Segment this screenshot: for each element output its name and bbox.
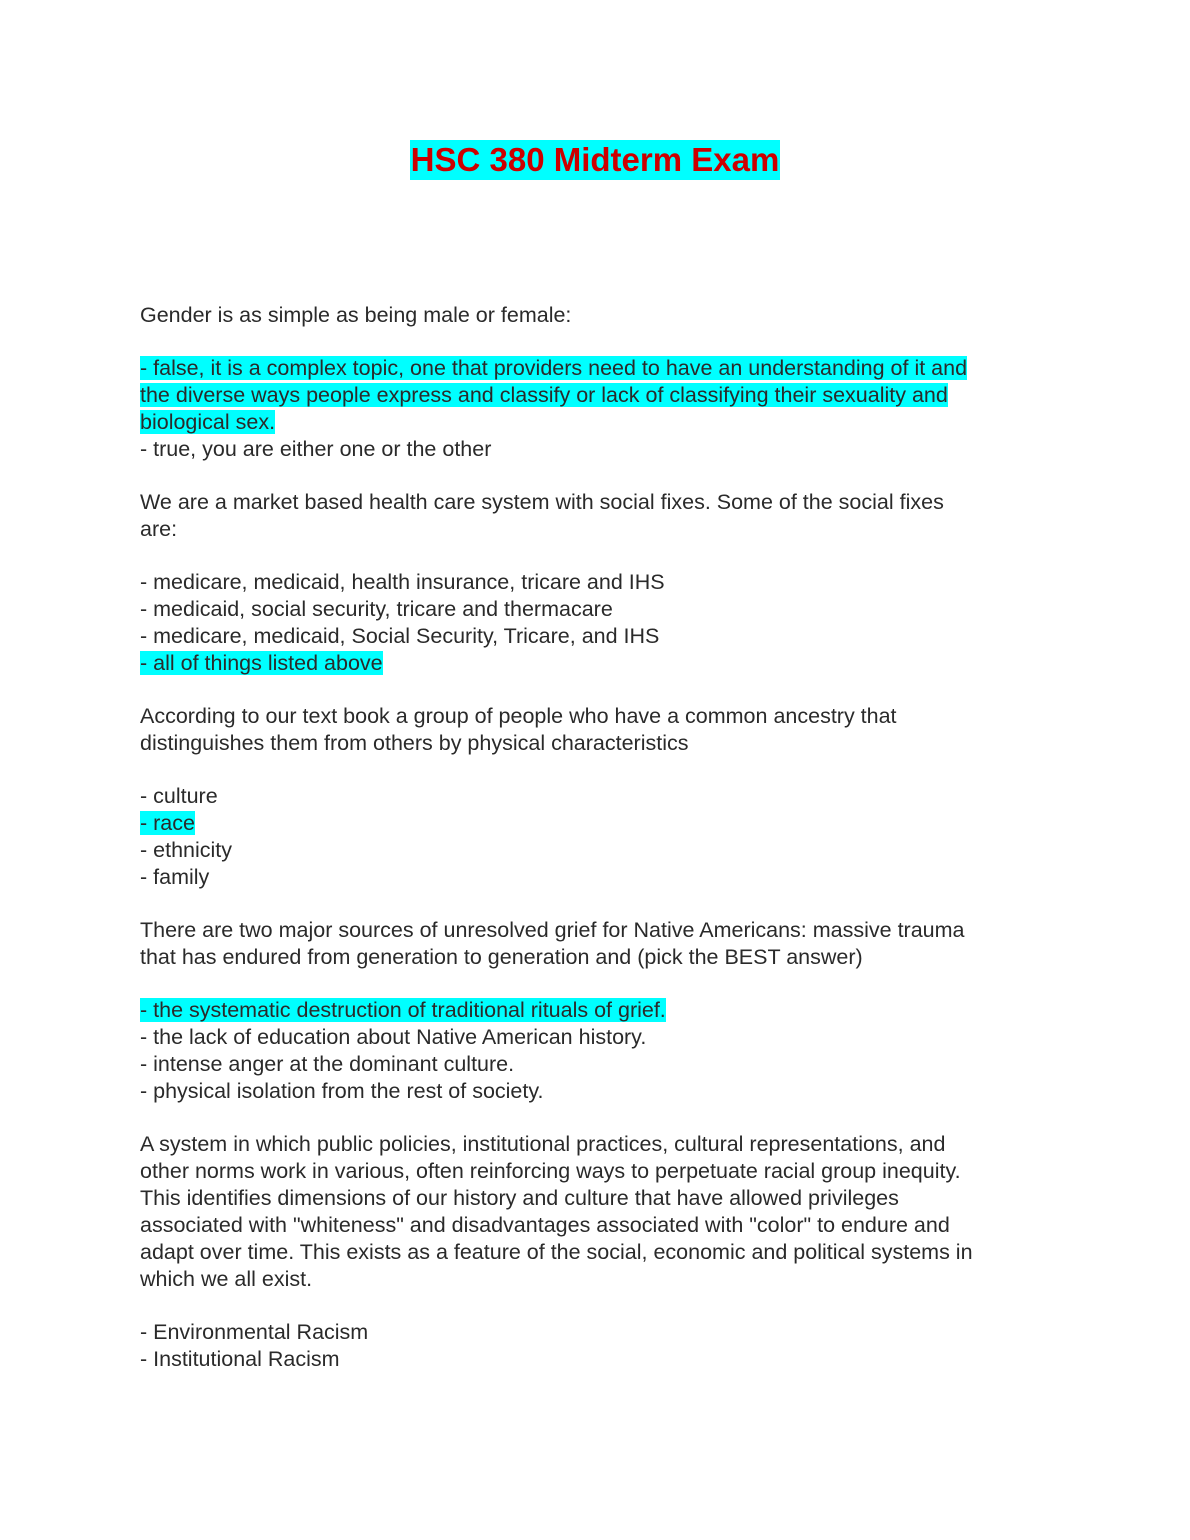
question-block — [140, 703, 1060, 891]
answer-option: - medicaid, social security, tricare and thermacare — [140, 597, 613, 621]
answer-option: - family — [140, 865, 210, 889]
answer-line: biological sex. — [140, 410, 276, 434]
question-text: A system in which public policies, institutional practices, cultural representations, and other norms work in various, often reinforcing ways to perpetuate racial group inequity. This identifies dimensions of our history and culture that have allowed privileges associated with "whiteness" and disadvantages associated with "color" to endure and adapt over time. This exists as a feature of the social, economic and political systems in which we all exist. — [140, 1132, 973, 1291]
answer-line: - false, it is a complex topic, one that providers need to have an understanding of it and — [140, 356, 968, 380]
answer-option: - medicare, medicaid, Social Security, Tricare, and IHS — [140, 624, 660, 648]
question-block — [140, 489, 1060, 677]
answer-option — [140, 436, 1060, 463]
question-text: According to our text book a group of people who have a common ancestry that distinguishes them from others by physical characteristics — [140, 704, 897, 755]
answer-option-correct: - all of things listed above — [140, 651, 383, 675]
question-text: We are a market based health care system with social fixes. Some of the social fixes are: — [140, 490, 944, 541]
questions-list — [140, 302, 1060, 1399]
question-text: Gender is as simple as being male or female: — [140, 303, 572, 327]
answer-option: - Environmental Racism — [140, 1320, 369, 1344]
question-text: There are two major sources of unresolved grief for Native Americans: massive trauma that has endured from generation to generation and (pick the BEST answer) — [140, 918, 965, 969]
title-container — [0, 140, 1190, 180]
answer-list — [140, 997, 1060, 1105]
answer-option: - ethnicity — [140, 838, 233, 862]
answer-option: - the lack of education about Native American history. — [140, 1025, 647, 1049]
answer-list — [140, 1319, 1060, 1373]
answer-line: the diverse ways people express and classify or lack of classifying their sexuality and — [140, 383, 948, 407]
answer-option: - intense anger at the dominant culture. — [140, 1052, 515, 1076]
answer-option-correct: - race — [140, 811, 195, 835]
answer-option: - Institutional Racism — [140, 1347, 340, 1371]
question-block — [140, 302, 1060, 463]
answer-option: - physical isolation from the rest of society. — [140, 1079, 544, 1103]
answer-option-correct: - the systematic destruction of traditional rituals of grief. — [140, 998, 666, 1022]
question-block — [140, 1131, 1060, 1373]
answer-list — [140, 355, 1060, 463]
answer-option: - medicare, medicaid, health insurance, tricare and IHS — [140, 570, 665, 594]
document-title: HSC 380 Midterm Exam — [410, 141, 780, 178]
answer-option: - culture — [140, 784, 218, 808]
question-block — [140, 917, 1060, 1105]
answer-line: - true, you are either one or the other — [140, 437, 492, 461]
answer-list — [140, 569, 1060, 677]
answer-list — [140, 783, 1060, 891]
answer-option-correct — [140, 355, 1060, 436]
